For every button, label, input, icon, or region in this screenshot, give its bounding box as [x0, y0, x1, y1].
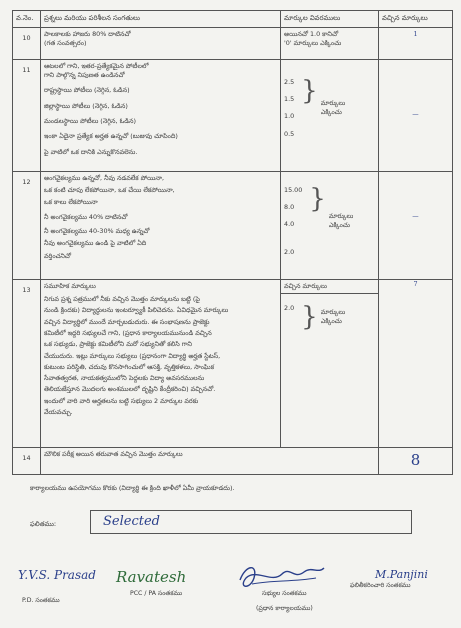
point-value: 2.0 [284, 247, 295, 256]
header-mark-details: మార్కుల వివరములు [281, 11, 379, 28]
row-question [41, 171, 281, 279]
question-line: ఒక కాలు లేకపోయినా [44, 198, 98, 207]
brace-icon: } [301, 75, 318, 106]
question-line: నుండి క్రిందకు) విద్యార్థులను ఇంటర్వ్యూకీ పిలిచెదను. ఏవిధమైన మార్కులు [44, 306, 229, 315]
question-line: పై వాటిలో ఒక దానికి ఎన్నుకొనవలెను. [44, 147, 138, 156]
point-value: 4.0 [284, 220, 295, 229]
obtained-mark: — [379, 171, 453, 279]
point-value: 1.0 [284, 112, 295, 121]
row-number: 10 [13, 27, 41, 59]
question-line: ఒక సభ్యుడు, ప్రాజెక్టు కమిటీలోని మరో సభ్యునితో కలిసి గాని [44, 340, 192, 349]
result-value: Selected [103, 514, 160, 529]
question-line: మండలస్థాయి పోటీలు (నెగ్గిన, ఓడిన) [44, 116, 136, 125]
question-line: వచ్చిన విద్యార్థిలో ముందే మార్చబడుదురు. ఈ సంభాషణను ప్రాజెక్టు [44, 317, 210, 326]
table-row [13, 279, 453, 447]
signature-caption-member: సభ్యుల సంతకము [262, 590, 307, 597]
detail-label: మార్కులు [328, 212, 354, 221]
point-value: 2.5 [284, 77, 295, 86]
question-line: కుటుంబ పరిస్థితి, చదువు కొనసాగించులో ఆసక్తి, వృత్తికళలు, సాంఘిక [44, 362, 215, 371]
header-serial: వ.నెం. [13, 11, 41, 28]
signature-pd: Y.V.S. Prasad [18, 568, 96, 582]
signature-verifier: M.Panjini [375, 568, 428, 581]
question-line: ఇందులో వారి వారి అర్హతలను బట్టి సభ్యులు 2 మార్కుల వరకు [44, 396, 199, 405]
question-line: పాలకాలకు హాజరు 80% దాటినచో [44, 29, 131, 38]
table-header-row [13, 11, 453, 28]
row-mark-details [281, 27, 379, 59]
detail-label: ఎక్కించు [328, 221, 350, 230]
detail-label: ఎక్కించు [320, 108, 342, 117]
marks-table [12, 10, 453, 475]
table-row [13, 171, 453, 279]
stamp-caption: (ప్రధాన కార్యాలయము) [256, 605, 313, 612]
question-line: తెలియజేస్తూన మొదలగు అంశములలో దృష్టిని కేంద్రీకరించి) వచ్చినచో. [44, 385, 216, 394]
point-value: 2.0 [284, 304, 295, 313]
detail-line: అయినచో 1.0 కానిచో [284, 29, 339, 38]
question-line: కమిటీలో ఇద్దరి సభ్యులచే గాని, (ప్రధాన కార్యాలయమునుండి వచ్చిన [44, 328, 212, 337]
obtained-mark: — [379, 59, 453, 171]
row-mark-details [281, 279, 379, 447]
detail-label: మార్కులు [320, 307, 346, 316]
question-line: మౌలిక పరీక్ష అయిన తరువాత వచ్చిన మొత్తం మార్కులు [44, 449, 183, 458]
detail-label: మార్కులు [320, 99, 346, 108]
office-use-note: కార్యాలయము ఉపయోగము కొరకు (విద్యార్థి ఈ క్రింది ఖాళీలో ఏమీ వ్రాయకూడదు). [30, 484, 235, 492]
detail-label: ఎక్కించు [320, 317, 342, 326]
row-mark-details [281, 59, 379, 171]
row-number: 11 [13, 59, 41, 171]
question-line: రాష్ట్రస్థాయి పోటీలు (నెగ్గిన, ఓడిన) [44, 86, 130, 95]
row-question [41, 59, 281, 171]
point-value: 1.5 [284, 95, 295, 104]
question-line: సమూహిక మార్కులు [44, 281, 96, 290]
question-line: నిగువ ప్రశ్న పత్రములో నీకు వచ్చిన మొత్తం మార్కులను బట్టి (పై [44, 295, 200, 304]
header-obtained-marks: వచ్చిన మార్కులు [379, 11, 453, 28]
point-value: 8.0 [284, 203, 295, 212]
question-line: అంగవైకల్యము ఉన్నచో, నీవు నడవలేక పోయినా, [44, 173, 165, 182]
row-question [41, 447, 379, 474]
signature-caption-pd: P.D. సంతకము [22, 597, 60, 604]
signature-caption-pcc: PCC / PA సంతకము [130, 590, 183, 597]
sub-header: వచ్చిన మార్కులు [281, 280, 378, 294]
question-line: ఆటలలో గాని, ఇతర-ప్రత్యేకమైన పోటీలలో [44, 61, 149, 70]
question-line: చేయుదురు. ఇట్లు మార్కులు సభ్యులు (ప్రధానంగా విద్యార్థి అర్హత స్టేటస్, [44, 351, 221, 360]
question-line: వేయవచ్చు. [44, 407, 73, 416]
row-number: 14 [13, 447, 41, 474]
question-line: ఒక కంటి చూపు లేకపోయినా, ఒక చేయి లేకపోయినా, [44, 186, 175, 195]
obtained-mark: 7 [379, 279, 453, 447]
table-row [13, 59, 453, 171]
question-line: జిల్లాస్థాయి పోటీలు (నెగ్గిన, ఓడిన) [44, 101, 128, 110]
question-line: వర్తించనిచో [44, 251, 72, 260]
header-questions: ప్రశ్నలు మరియు పరిశీలన సంగతులు [41, 11, 281, 28]
brace-icon: } [301, 302, 318, 333]
obtained-mark: 1 [379, 27, 453, 59]
signature-caption-verifier: ఫలితీకరించారి సంతకము [350, 582, 411, 589]
table-row [13, 447, 453, 474]
signature-member-scribble [232, 560, 328, 594]
point-value: 15.00 [284, 185, 303, 194]
brace-icon: } [309, 183, 326, 214]
signature-pcc: Ravatesh [116, 568, 187, 586]
question-line: గాని పాల్గొన్న నిపుణత ఉండినచో [44, 71, 125, 80]
row-mark-details [281, 171, 379, 279]
question-line: నీవు అంగవైకల్యము ఉండి పై వాటిలో ఏది [44, 239, 147, 248]
point-value: 0.5 [284, 129, 295, 138]
result-field [90, 510, 412, 534]
row-number: 12 [13, 171, 41, 279]
question-line: (గత సంవత్సరం) [44, 39, 87, 48]
question-line: నీ అంగవైకల్యము 40-30% మధ్య ఉన్నచో [44, 226, 150, 235]
obtained-mark: 8 [379, 447, 453, 474]
question-line: ఇంకా ఏదైనా ప్రత్యేక అర్హత ఉన్నచో (బుజువు చూపింది) [44, 132, 178, 141]
table-row [13, 27, 453, 59]
row-question [41, 27, 281, 59]
row-question [41, 279, 281, 447]
result-label: ఫలితము: [30, 520, 57, 528]
question-line: నీ అంగవైకల్యము 40% దాటినచో [44, 212, 128, 221]
detail-line: '0' మార్కులు ఎక్కించు [284, 39, 342, 48]
question-line: సేవాతత్వరత, నాయకత్వములోని పెద్దలకు విద్యా అవసరములను [44, 374, 205, 383]
row-number: 13 [13, 279, 41, 447]
